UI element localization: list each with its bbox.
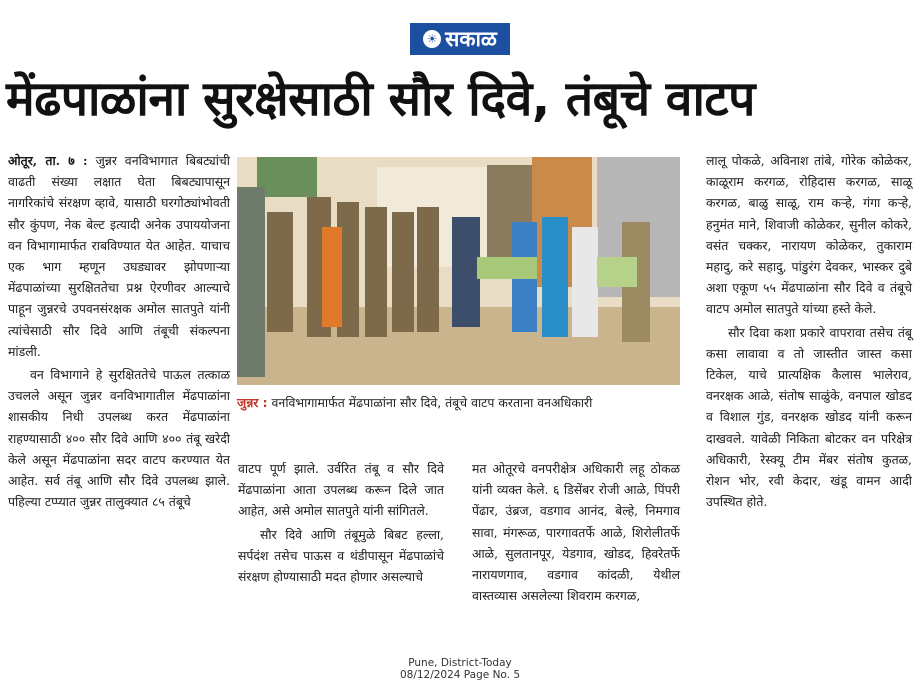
- paragraph: सौर दिवे आणि तंबूमुळे बिबट हल्ला, सर्पदंश तसेच पाऊस व थंडीपासून मेंढपाळांचे संरक्षण होण्यासाठी मदत होणार असल्याचे: [238, 526, 444, 585]
- photo-illustration: [237, 157, 680, 385]
- article-column-3: [472, 458, 680, 606]
- article-column-1: [8, 150, 230, 512]
- photo-caption: [237, 392, 680, 413]
- footer-date-page: 08/12/2024 Page No. 5: [399, 669, 521, 681]
- masthead-name: सकाळ: [445, 27, 497, 51]
- paragraph: लालू पोकळे, अविनाश तांबे, गोरेक कोळेकर, काळूराम करगळ, रोहिदास करगळ, साळू करगळ, बाळु साळू, राम कऱ्हे, गंगा कऱ्हे, हनुमंत माने, शिवाजी कोळेकर, सुनील कोकरे, वसंत चक्कर, नारायण कोळेकर, तुकाराम महादु, करे सहादु, पांडुरंग देवकर, भास्कर दुबे अशा एकूण ५५ मेंढपाळांना सौर दिवे व तंबूचे वाटप अमोल सातपुते यांच्या हस्ते केले.: [706, 153, 912, 317]
- sun-circle-icon: ☀: [423, 30, 441, 48]
- newspaper-masthead: [410, 23, 510, 55]
- paragraph: सौर दिवा कशा प्रकारे वापरावा तसेच तंबू कसा लावावा व तो जास्तीत जास्त कसा टिकेल, याचे प्रात्यक्षिक कैलास भालेराव, वनरक्षक आळे, संतोष साळुंके, वनपाल खोडद व विशाल गुंड, वनरक्षक खोडद यांनी करून दाखवले. यावेळी निकिता बोटकर वन परिक्षेत्र अधिकारी, रेस्क्यू टीम मेंबर संतोष कुतळ, रोशन भोर, रवी केदार, खंडू वामन आदी उपस्थित होते.: [706, 324, 912, 510]
- caption-text: वनविभागामार्फत मेंढपाळांना सौर दिवे, तंबूचे वाटप करताना वनअधिकारी: [271, 395, 593, 410]
- paragraph: वाटप पूर्ण झाले. उर्वरित तंबू व सौर दिवे मेंढपाळांना आता उपलब्ध करून दिले जात आहेत, असे अमोल सातपुते यांनी सांगितले.: [238, 461, 444, 519]
- paragraph: जुन्नर वनविभागात बिबट्यांची वाढती संख्या लक्षात घेता बिबट्यापासून नागरिकांचे संरक्षण व्हावे, यासाठी घरगोठ्यांभोवती सौर कुंपण, नेक बेल्ट इत्यादी अनेक उपाययोजना वन विभागामार्फत राबविण्यात येत आहेत. याचाच एक भाग म्हणून उघड्यावर झोपणाऱ्या मेंढपाळांच्या सुरक्षिततेचा प्रश्न ऐरणीवर आल्याचे पाहून जुन्नरचे उपवनसंरक्षक अमोल सातपुते यांनी त्यांचेसाठी सौर दिवे आणि तंबूची संकल्पना मांडली.: [8, 153, 230, 359]
- page-footer: [300, 657, 620, 681]
- paragraph: मत ओतूरचे वनपरीक्षेत्र अधिकारी लहू ठोकळ यांनी व्यक्त केले. ६ डिसेंबर रोजी आळे, पिंपरी पेंढार, उंब्रज, वडगाव आनंद, बेल्हे, निमगाव सावा, मंगरूळ, पारगावतर्फे आळे, शिरोलीतर्फे आळे, सुलतानपूर, येडगाव, खोडद, हिवरेतर्फे नारायणगाव, वडगाव कांदळी, येथील वास्तव्यास असलेल्या शिवराम करगळ,: [472, 461, 680, 604]
- paragraph: वन विभागाने हे सुरक्षिततेचे पाऊल तत्काळ उचलले असून जुन्नर वनविभागातील मेंढपाळांना शासकीय निधी उपलब्ध करत मेंढपाळांना राहण्यासाठी ४०० सौर दिवे आणि ४०० तंबू खरेदी केले असून मेंढपाळांना सदर वाटप करण्यात येत आहेत. सर्व तंबू आणि सौर दिवे उपलब्ध झाले. पहिल्या टप्प्यात जुन्नर तालुक्यात ८५ तंबूचे: [8, 367, 230, 510]
- article-column-4: [706, 150, 912, 512]
- footer-edition: Pune, District-Today: [408, 657, 512, 669]
- article-column-2: [238, 458, 444, 587]
- article-headline: मेंढपाळांना सुरक्षेसाठी सौर दिवे, तंबूचे वाटप: [6, 71, 755, 127]
- article-photo: [237, 157, 680, 385]
- caption-place: जुन्नर :: [237, 395, 268, 410]
- dateline: ओतूर, ता. ७ :: [8, 153, 88, 168]
